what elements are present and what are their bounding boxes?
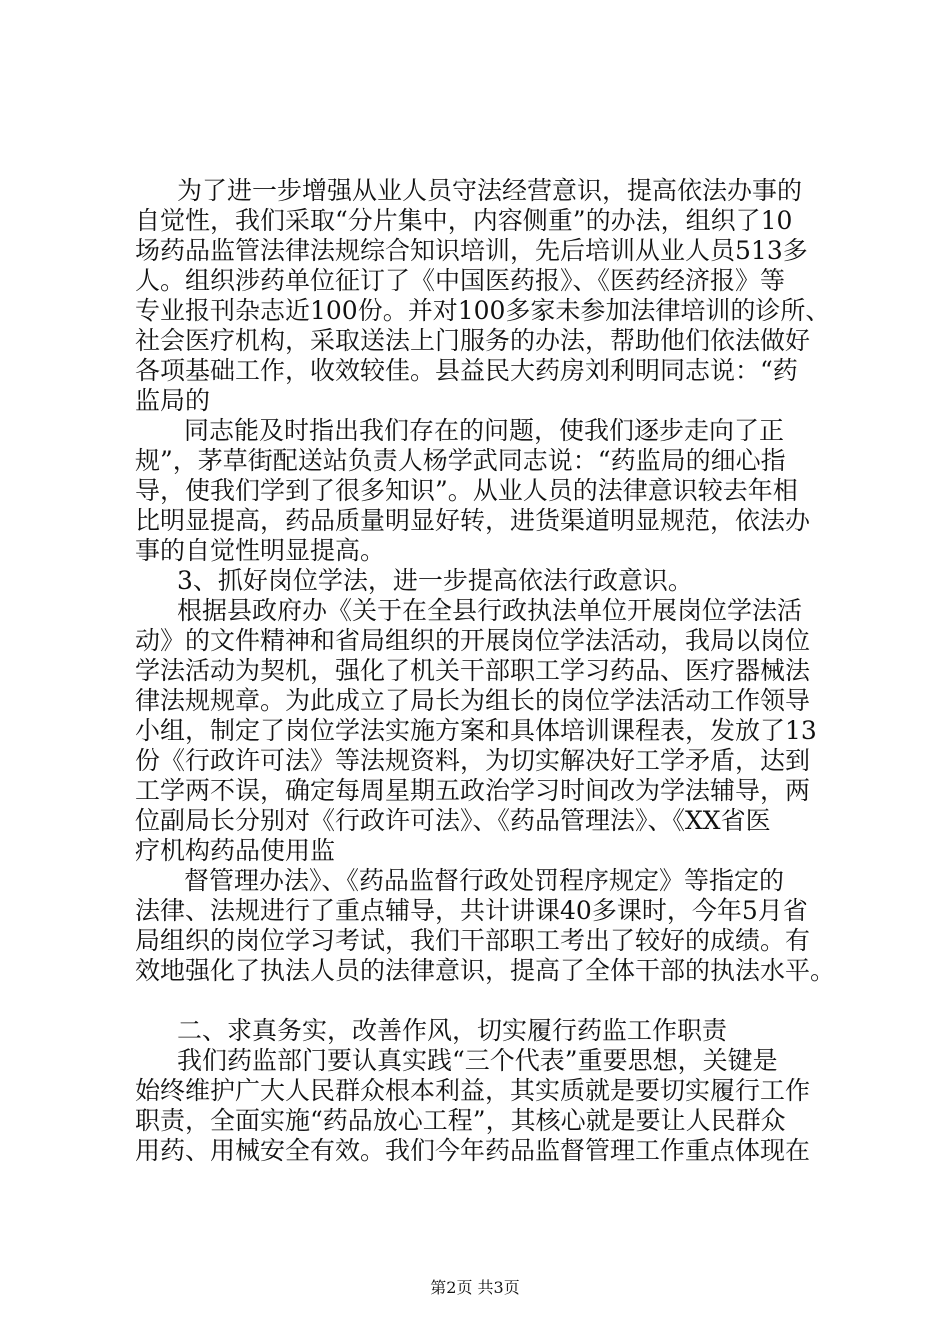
text-line: 疗机构药品使用监 — [135, 836, 336, 865]
text-line: 动》的文件精神和省局组织的开展岗位学法活动，我局以岗位 — [135, 626, 811, 655]
text-line: 用药、用械安全有效。我们今年药品监督管理工作重点体现在 — [135, 1136, 811, 1165]
text-line: 学法活动为契机，强化了机关干部职工学习药品、医疗器械法 — [135, 656, 811, 685]
text-line: 小组，制定了岗位学法实施方案和具体培训课程表，发放了13 — [135, 716, 817, 745]
text-line: 二、求真务实，改善作风，切实履行药监工作职责 — [177, 1016, 728, 1045]
text-line: 为了进一步增强从业人员守法经营意识，提高依法办事的 — [177, 176, 803, 205]
text-line: 始终维护广大人民群众根本利益，其实质就是要切实履行工作 — [135, 1076, 811, 1105]
text-line: 位副局长分别对《行政许可法》、《药品管理法》、《XX省医 — [135, 806, 771, 835]
text-line: 社会医疗机构，采取送法上门服务的办法，帮助他们依法做好 — [135, 326, 811, 355]
text-line: 我们药监部门要认真实践“三个代表”重要思想，关键是 — [177, 1046, 778, 1075]
text-line: 3、抓好岗位学法，进一步提高依法行政意识。 — [177, 566, 693, 595]
text-line: 各项基础工作，收效较佳。县益民大药房刘利明同志说：“药 — [135, 356, 798, 385]
text-line: 督管理办法》、《药品监督行政处罚程序规定》等指定的 — [184, 866, 785, 895]
text-line: 法律、法规进行了重点辅导，共计讲课40多课时，今年5月省 — [135, 896, 808, 925]
text-line: 工学两不误，确定每周星期五政治学习时间改为学法辅导，两 — [135, 776, 811, 805]
text-line: 场药品监管法律法规综合知识培训，先后培训从业人员513多 — [135, 236, 808, 265]
text-line: 局组织的岗位学习考试，我们干部职工考出了较好的成绩。有 — [135, 926, 811, 955]
page-footer: 第2页 共3页 — [430, 1278, 520, 1297]
text-line: 份《行政许可法》等法规资料，为切实解决好工学矛盾，达到 — [135, 746, 811, 775]
text-line: 效地强化了执法人员的法律意识，提高了全体干部的执法水平。 — [135, 956, 836, 985]
text-line: 人。组织涉药单位征订了《中国医药报》、《医药经济报》等 — [135, 266, 786, 295]
text-line: 规”，茅草街配送站负责人杨学武同志说：“药监局的细心指 — [135, 446, 786, 475]
text-line: 导，使我们学到了很多知识”。从业人员的法律意识较去年相 — [135, 476, 798, 505]
text-line: 监局的 — [135, 386, 211, 415]
text-line: 事的自觉性明显提高。 — [135, 536, 386, 565]
text-line: 根据县政府办《关于在全县行政执法单位开展岗位学法活 — [177, 596, 803, 625]
text-line: 同志能及时指出我们存在的问题，使我们逐步走向了正 — [184, 416, 785, 445]
text-line: 职责，全面实施“药品放心工程”，其核心就是要让人民群众 — [135, 1106, 786, 1135]
text-line: 专业报刊杂志近100份。并对100多家未参加法律培训的诊所、 — [135, 296, 831, 325]
text-line: 自觉性，我们采取“分片集中，内容侧重”的办法，组织了10 — [135, 206, 793, 235]
text-line: 比明显提高，药品质量明显好转，进货渠道明显规范，依法办 — [135, 506, 811, 535]
text-line: 律法规规章。为此成立了局长为组长的岗位学法活动工作领导 — [135, 686, 811, 715]
